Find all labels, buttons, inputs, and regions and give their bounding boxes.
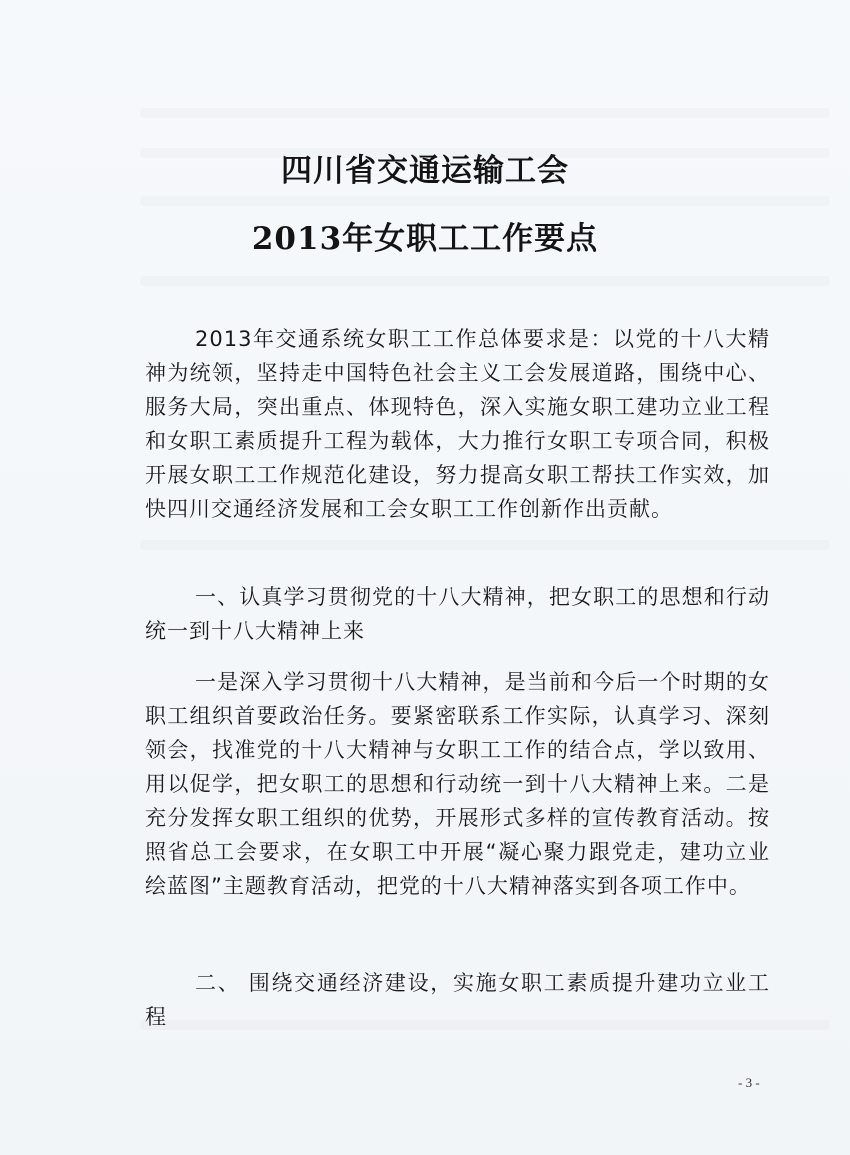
section1-paragraph: 一是深入学习贯彻十八大精神，是当前和今后一个时期的女职工组织首要政治任务。要紧密联系工作实际，认真学习、深刻领会，找准党的十八大精神与女职工工作的结合点，学以致用、用以促学，把女职工的思想和行动统一到十八大精神上来。二是充分发挥女职工组织的优势，开展形式多样的宣传教育活动。按照省总工会要求，在女职工中开展“凝心聚力跟党走，建功立业绘蓝图”主题教育活动，把党的十八大精神落实到各项工作中。	[145, 670, 770, 898]
bleed-through-shadow	[140, 276, 830, 286]
document-title-line1: 四川省交通运输工会	[281, 153, 569, 189]
bleed-through-shadow	[140, 540, 830, 550]
bleed-through-shadow	[140, 108, 830, 118]
section2-heading: 二、 围绕交通经济建设，实施女职工素质提升建功立业工程	[145, 971, 770, 1029]
page-number: - 3 -	[738, 1075, 760, 1090]
intro-paragraph: 2013年交通系统女职工工作总体要求是：以党的十八大精神为统领，坚持走中国特色社会主义工会发展道路，围绕中心、服务大局，突出重点、体现特色，深入实施女职工建功立业工程和女职工素质提升工程为载体，大力推行女职工专项合同，积极开展女职工工作规范化建设，努力提高女职工帮扶工作实效，加快四川交通经济发展和工会女职工工作创新作出贡献。	[145, 327, 770, 521]
bleed-through-shadow	[140, 196, 830, 206]
section1-heading: 一、认真学习贯彻党的十八大精神，把女职工的思想和行动统一到十八大精神上来	[145, 585, 770, 643]
document-title-line2: 2013年女职工工作要点	[251, 221, 599, 257]
